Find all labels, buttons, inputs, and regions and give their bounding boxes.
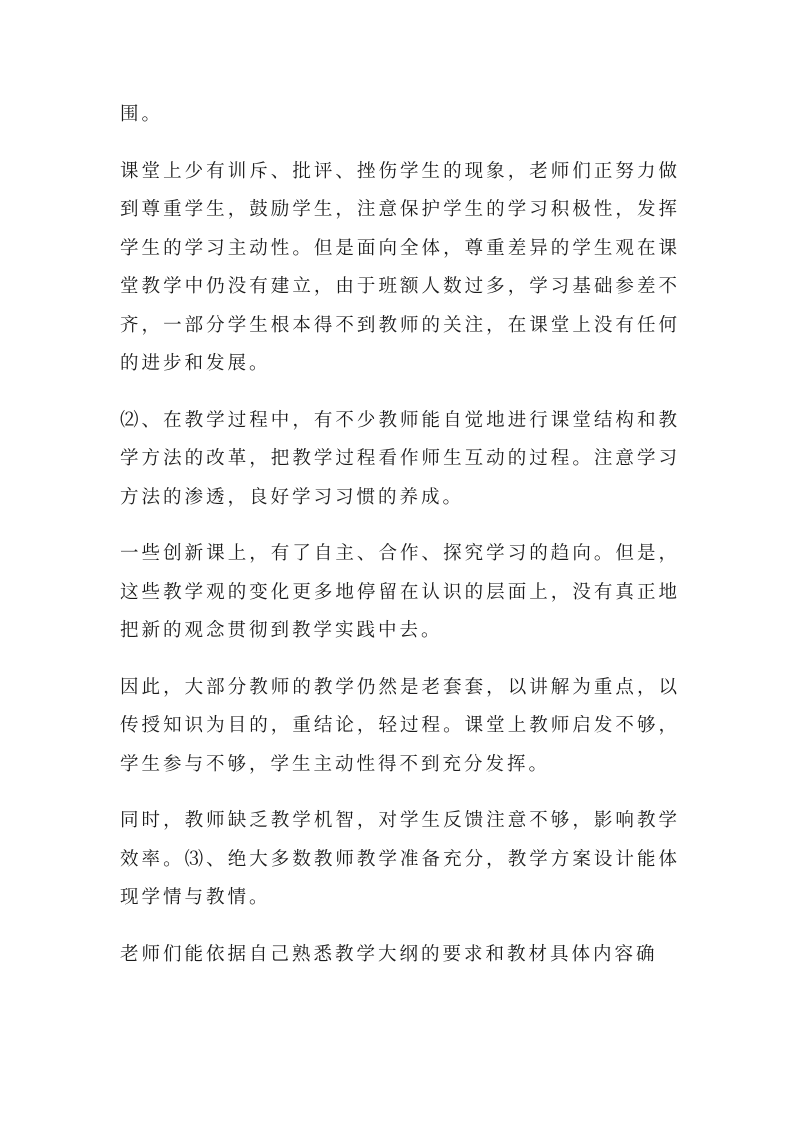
paragraph-1: 围。	[120, 104, 164, 125]
paragraph-6: 同时，教师缺乏教学机智，对学生反馈注意不够，影响教学效率。⑶、绝大多数教师教学准备充分，教学方案设计能体现学情与教情。	[120, 810, 680, 908]
paragraph-7: 老师们能依据自己熟悉教学大纲的要求和教材具体内容确	[120, 943, 658, 965]
paragraph-5: 因此，大部分教师的教学仍然是老套套，以讲解为重点，以传授知识为目的，重结论，轻过程。课堂上教师启发不够，学生参与不够，学生主动性得不到充分发挥。	[120, 676, 680, 775]
paragraph-3: ⑵、在教学过程中，有不少教师能自觉地进行课堂结构和教学方法的改革，把教学过程看作师生互动的过程。注意学习方法的渗透，良好学习习惯的养成。	[120, 409, 680, 508]
paragraph-4: 一些创新课上，有了自主、合作、探究学习的趋向。但是，这些教学观的变化更多地停留在认识的层面上，没有真正地把新的观念贯彻到教学实践中去。	[120, 543, 680, 641]
document-body	[120, 96, 680, 992]
paragraph-2: 课堂上少有训斥、批评、挫伤学生的现象，老师们正努力做到尊重学生，鼓励学生，注意保护学生的学习积极性，发挥学生的学习主动性。但是面向全体，尊重差异的学生观在课堂教学中仍没有建立，由于班额人数过多，学习基础参差不齐，一部分学生根本得不到教师的关注，在课堂上没有任何的进步和发展。	[120, 160, 680, 374]
